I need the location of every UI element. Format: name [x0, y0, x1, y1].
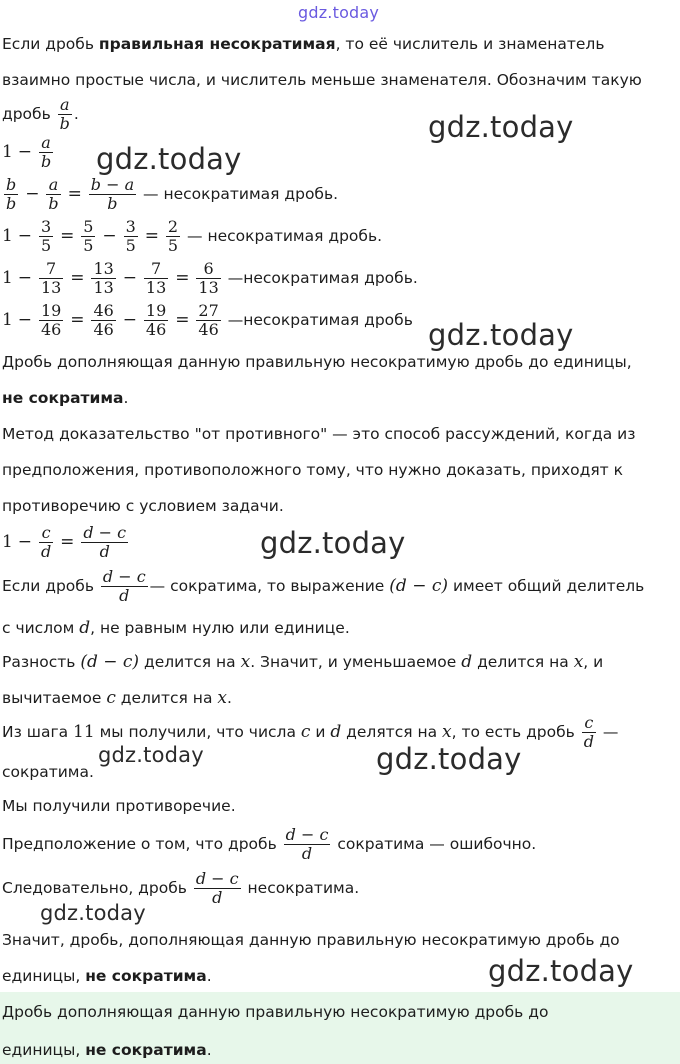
watermark-top: gdz.today: [298, 3, 380, 22]
paragraph-line: Разность (d − c) делится на x. Значит, и уменьшаемое d делится на x, и: [2, 652, 604, 672]
paragraph-line: сократима.: [2, 763, 94, 781]
equation-4: 1 − $\frac{7}{13}$ = $\frac{13}{13}$ − $\frac{7}{13}$ = $\frac{6}{13}$ —несократимая дробь.: [2, 259, 418, 297]
watermark: gdz.today: [96, 142, 242, 176]
watermark: gdz.today: [488, 954, 634, 988]
paragraph-line: Следовательно, дробь $\frac{d - c}{d}$ несократима.: [2, 869, 360, 907]
paragraph-line: дробь $\frac{a}{b}$ .: [2, 95, 79, 133]
equation-5: 1 − $\frac{19}{46}$ = $\frac{46}{46}$ − $\frac{19}{46}$ = $\frac{27}{46}$ —несократимая дробь: [2, 301, 413, 339]
paragraph-line: Из шага 11 мы получили, что числа c и d делятся на x, то есть дробь $\frac{c}{d}$ —: [2, 713, 619, 751]
watermark: gdz.today: [376, 742, 522, 776]
paragraph-line: с числом d, не равным нулю или единице.: [2, 618, 350, 638]
paragraph-line: Если дробь $\frac{d - c}{d}$ — сократима, то выражение (d − c) имеет общий делитель: [2, 567, 645, 605]
paragraph-line: Значит, дробь, дополняющая данную правильную несократимую дробь до: [2, 931, 620, 949]
watermark: gdz.today: [260, 526, 406, 560]
paragraph-line: Предположение о том, что дробь $\frac{d - c}{d}$ сократима — ошибочно.: [2, 825, 537, 863]
watermark: gdz.today: [40, 901, 146, 925]
paragraph-line: Если дробь правильная несократимая, то её числитель и знаменатель: [2, 35, 605, 53]
equation-2: $\frac{b}{b}$ − $\frac{a}{b}$ = $\frac{b - a}{b}$ — несократимая дробь.: [6, 175, 339, 213]
equation-6: 1 − $\frac{c}{d}$ = $\frac{d - c}{d}$: [2, 523, 127, 561]
answer-line: Дробь дополняющая данную правильную несократимую дробь до: [2, 1003, 549, 1021]
paragraph-line: Метод доказательство "от противного" — это способ рассуждений, когда из: [2, 425, 636, 443]
paragraph-line: Мы получили противоречие.: [2, 797, 236, 815]
fraction-a-b: $\frac{a}{b}$: [59, 95, 70, 133]
paragraph-line: взаимно простые числа, и числитель меньше знаменателя. Обозначим такую: [2, 71, 642, 89]
paragraph-line: вычитаемое c делится на x.: [2, 688, 232, 708]
watermark: gdz.today: [428, 110, 574, 144]
answer-line: единицы, не сократима.: [2, 1041, 212, 1059]
watermark: gdz.today: [98, 743, 204, 767]
paragraph-line: Дробь дополняющая данную правильную несократимую дробь до единицы,: [2, 353, 632, 371]
paragraph-line: предположения, противоположного тому, что нужно доказать, приходят к: [2, 461, 623, 479]
paragraph-line: не сократима.: [2, 389, 129, 407]
equation-3: 1 − $\frac{3}{5}$ = $\frac{5}{5}$ − $\frac{3}{5}$ = $\frac{2}{5}$ — несократимая дробь.: [2, 217, 383, 255]
paragraph-line: единицы, не сократима.: [2, 967, 212, 985]
watermark: gdz.today: [428, 318, 574, 352]
equation-1: 1 − $\frac{a}{b}$: [2, 133, 52, 171]
paragraph-line: противоречию с условием задачи.: [2, 497, 284, 515]
